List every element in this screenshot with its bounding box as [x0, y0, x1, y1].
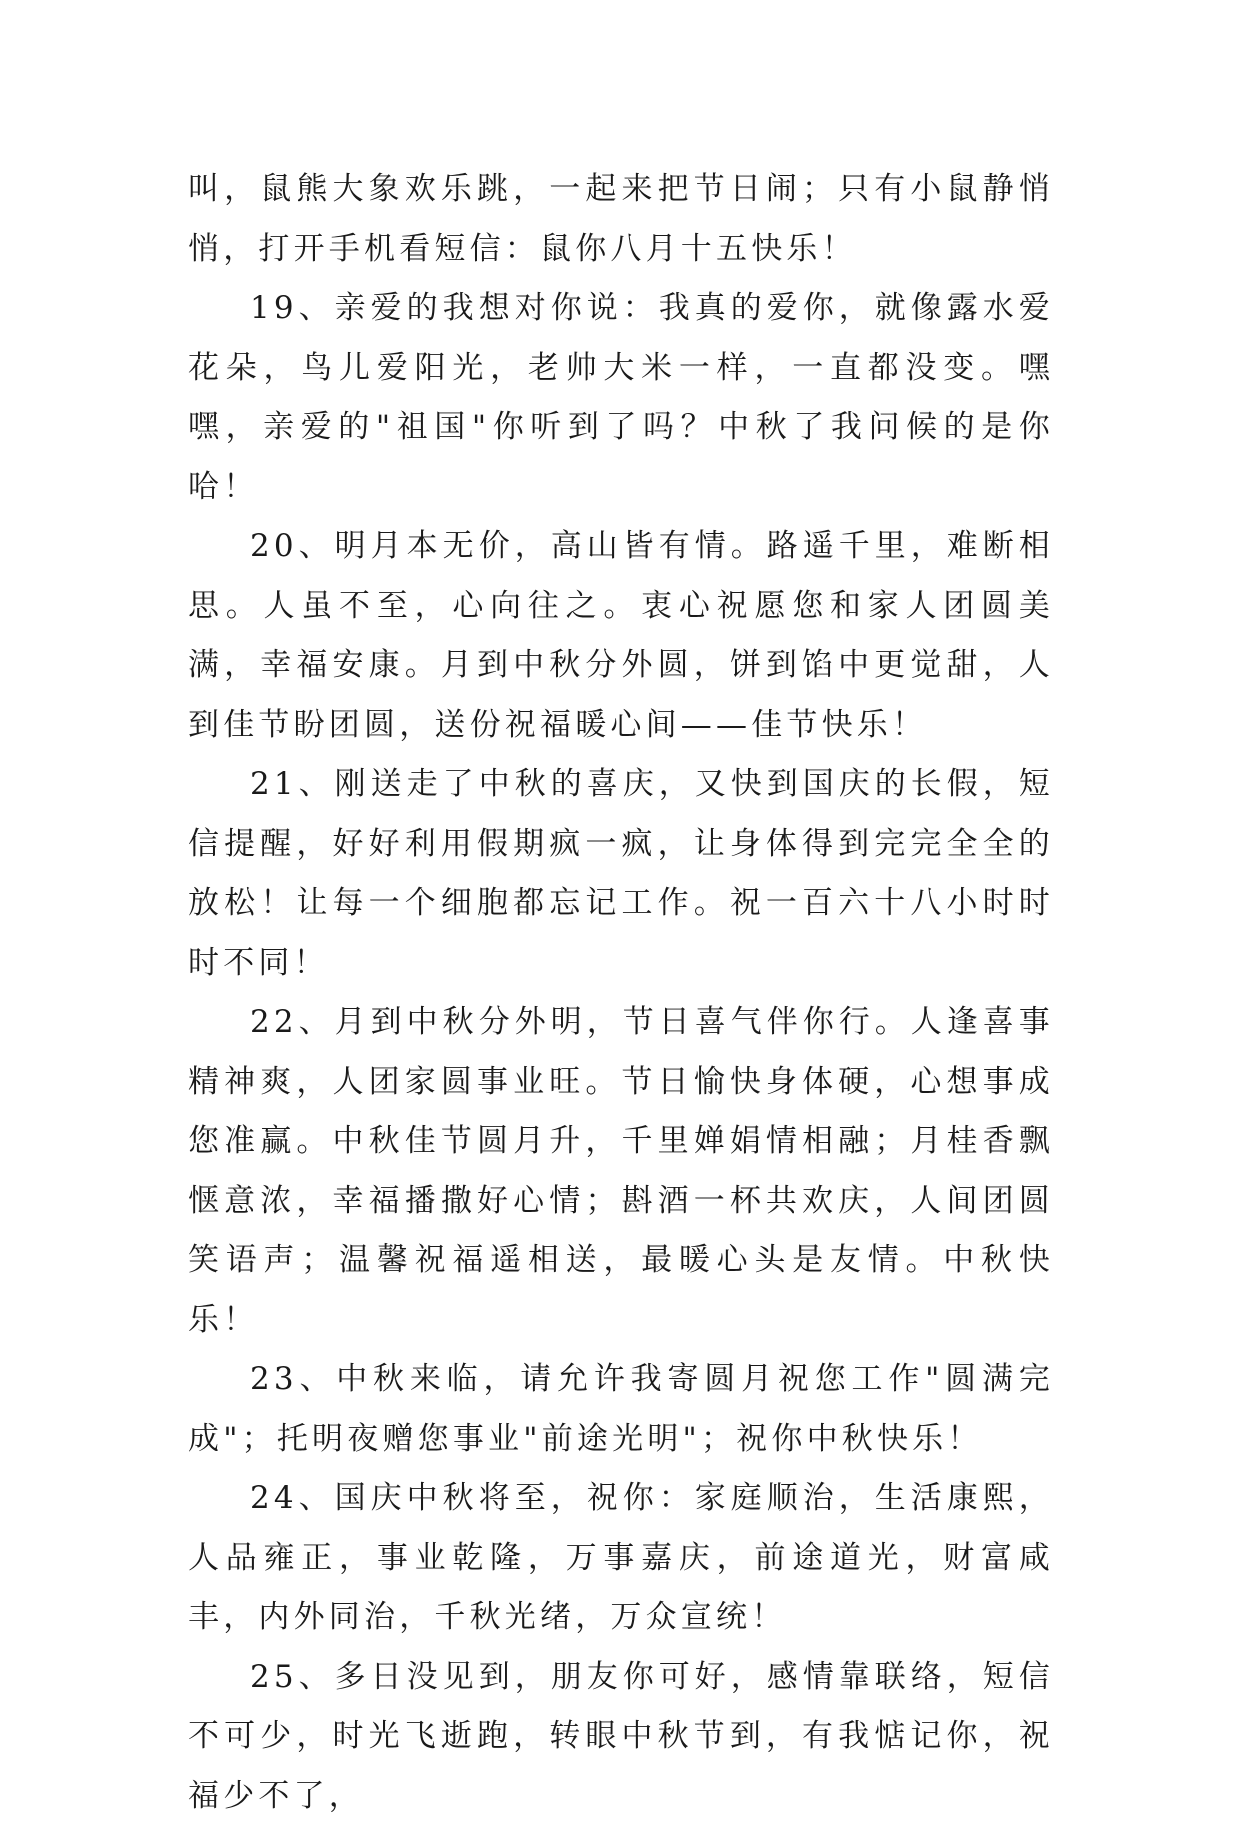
- paragraph-24: 24、国庆中秋将至，祝你：家庭顺治，生活康熙，人品雍正，事业乾隆，万事嘉庆，前途道光，财富咸丰，内外同治，千秋光绪，万众宣统！: [188, 1469, 1054, 1648]
- paragraph-23: 23、中秋来临，请允许我寄圆月祝您工作"圆满完成"；托明夜赠您事业"前途光明"；祝你中秋快乐！: [188, 1350, 1054, 1469]
- document-body: [188, 160, 1054, 1826]
- paragraph-continuation: 叫，鼠熊大象欢乐跳，一起来把节日闹；只有小鼠静悄悄，打开手机看短信：鼠你八月十五快乐！: [188, 160, 1054, 279]
- paragraph-22: 22、月到中秋分外明，节日喜气伴你行。人逢喜事精神爽，人团家圆事业旺。节日愉快身体硬，心想事成您准赢。中秋佳节圆月升，千里婵娟情相融；月桂香飘惬意浓，幸福播撒好心情；斟酒一杯共欢庆，人间团圆笑语声；温馨祝福遥相送，最暖心头是友情。中秋快乐！: [188, 993, 1054, 1350]
- paragraph-19: 19、亲爱的我想对你说：我真的爱你，就像露水爱花朵，鸟儿爱阳光，老帅大米一样，一直都没变。嘿嘿，亲爱的"祖国"你听到了吗？中秋了我问候的是你哈！: [188, 279, 1054, 517]
- paragraph-21: 21、刚送走了中秋的喜庆，又快到国庆的长假，短信提醒，好好利用假期疯一疯，让身体得到完完全全的放松！让每一个细胞都忘记工作。祝一百六十八小时时时不同！: [188, 755, 1054, 993]
- paragraph-20: 20、明月本无价，高山皆有情。路遥千里，难断相思。人虽不至，心向往之。衷心祝愿您和家人团圆美满，幸福安康。月到中秋分外圆，饼到馅中更觉甜，人到佳节盼团圆，送份祝福暖心间——佳节快乐！: [188, 517, 1054, 755]
- paragraph-25: 25、多日没见到，朋友你可好，感情靠联络，短信不可少，时光飞逝跑，转眼中秋节到，有我惦记你，祝福少不了，: [188, 1648, 1054, 1826]
